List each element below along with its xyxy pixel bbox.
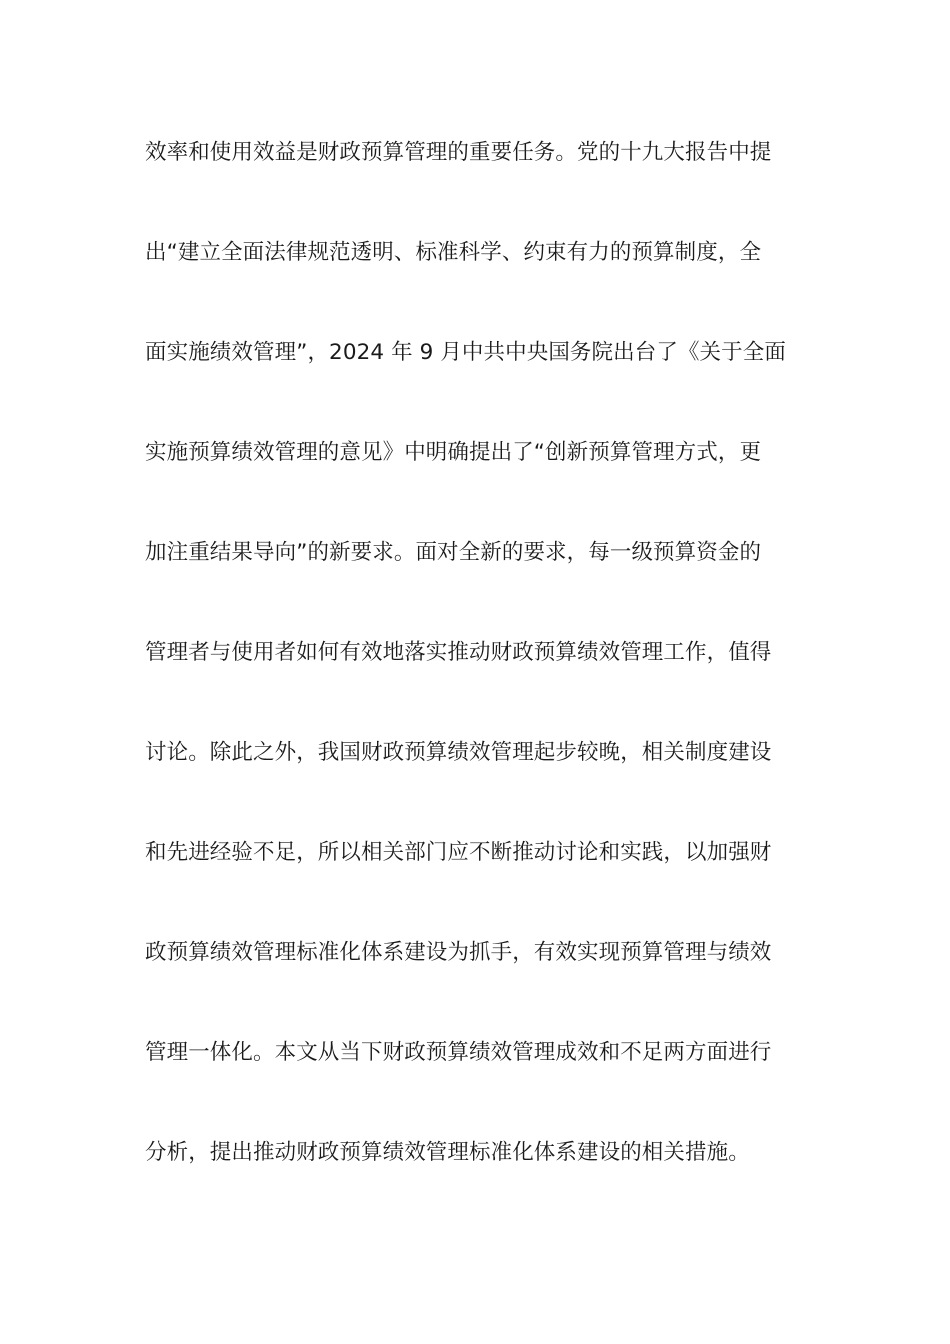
paragraph-line-2: 出“建立全面法律规范透明、标准科学、约束有力的预算制度，全 [145,240,762,265]
body-paragraph [145,128,810,1228]
paragraph-line-6: 管理者与使用者如何有效地落实推动财政预算绩效管理工作，值得 [145,640,772,665]
paragraph-line-4: 实施预算绩效管理的意见》中明确提出了“创新预算管理方式，更 [145,440,762,465]
paragraph-line-10: 管理一体化。本文从当下财政预算绩效管理成效和不足两方面进行 [145,1040,772,1065]
paragraph-line-3: 面实施绩效管理”，2024 年 9 月中共中央国务院出台了《关于全面 [145,340,786,365]
paragraph-line-1: 效率和使用效益是财政预算管理的重要任务。党的十九大报告中提 [145,140,772,165]
paragraph-line-7: 讨论。除此之外，我国财政预算绩效管理起步较晚，相关制度建设 [145,740,772,765]
paragraph-line-5: 加注重结果导向”的新要求。面对全新的要求，每一级预算资金的 [145,540,762,565]
paragraph-line-11: 分析，提出推动财政预算绩效管理标准化体系建设的相关措施。 [145,1140,750,1165]
paragraph-line-8: 和先进经验不足，所以相关部门应不断推动讨论和实践，以加强财 [145,840,772,865]
paragraph-line-9: 政预算绩效管理标准化体系建设为抓手，有效实现预算管理与绩效 [145,940,772,965]
